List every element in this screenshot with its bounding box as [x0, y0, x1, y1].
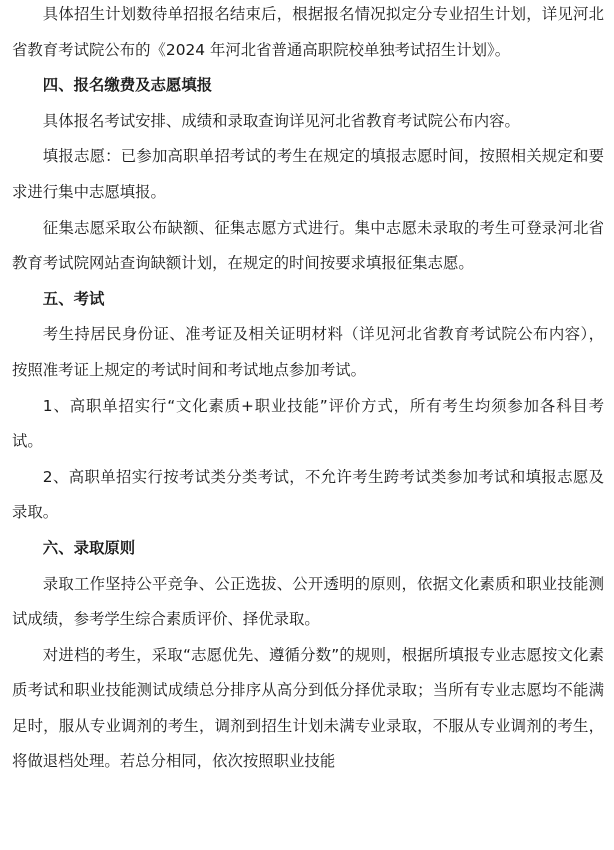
paragraph-exam-item-1: 1、高职单招实行“文化素质+职业技能”评价方式，所有考生均须参加各科目考试。: [12, 396, 604, 451]
section-heading-admission: 六、录取原则: [42, 538, 136, 557]
paragraph-plan-details: 具体招生计划数待单招报名结束后，根据报名情况拟定分专业招生计划，详见河北省教育考试院公布的《2024 年河北省普通高职院校单独考试招生计划》。: [12, 5, 604, 59]
document-page: [12, 0, 604, 780]
section-heading-registration: 四、报名缴费及志愿填报: [42, 76, 213, 95]
paragraph-registration-info: 具体报名考试安排、成绩和录取查询详见河北省教育考试院公布内容。: [42, 111, 520, 130]
paragraph-supplementary-volunteer: 征集志愿采取公布缺额、征集志愿方式进行。集中志愿未录取的考生可登录河北省教育考试院网站查询缺额计划，在规定的时间按要求填报征集志愿。: [12, 218, 604, 273]
paragraph-admission-rules: 对进档的考生，采取“志愿优先、遵循分数”的规则，根据所填报专业志愿按文化素质考试和职业技能测试成绩总分排序从高分到低分择优录取；当所有专业志愿均不能满足时，服从专业调剂的考生，调剂到招生计划未满专业录取，不服从专业调剂的考生，将做退档处理。若总分相同，依次按照职业技能: [12, 645, 604, 771]
paragraph-exam-item-2: 2、高职单招实行按考试类分类考试，不允许考生跨考试类参加考试和填报志愿及录取。: [12, 467, 604, 522]
paragraph-exam-documents: 考生持居民身份证、准考证及相关证明材料（详见河北省教育考试院公布内容），按照准考证上规定的考试时间和考试地点参加考试。: [12, 325, 604, 379]
paragraph-fill-volunteer: 填报志愿：已参加高职单招考试的考生在规定的填报志愿时间，按照相关规定和要求进行集中志愿填报。: [12, 147, 604, 201]
section-heading-exam: 五、考试: [42, 289, 105, 308]
paragraph-admission-principle: 录取工作坚持公平竞争、公正选拔、公开透明的原则，依据文化素质和职业技能测试成绩，参考学生综合素质评价、择优录取。: [12, 574, 604, 629]
